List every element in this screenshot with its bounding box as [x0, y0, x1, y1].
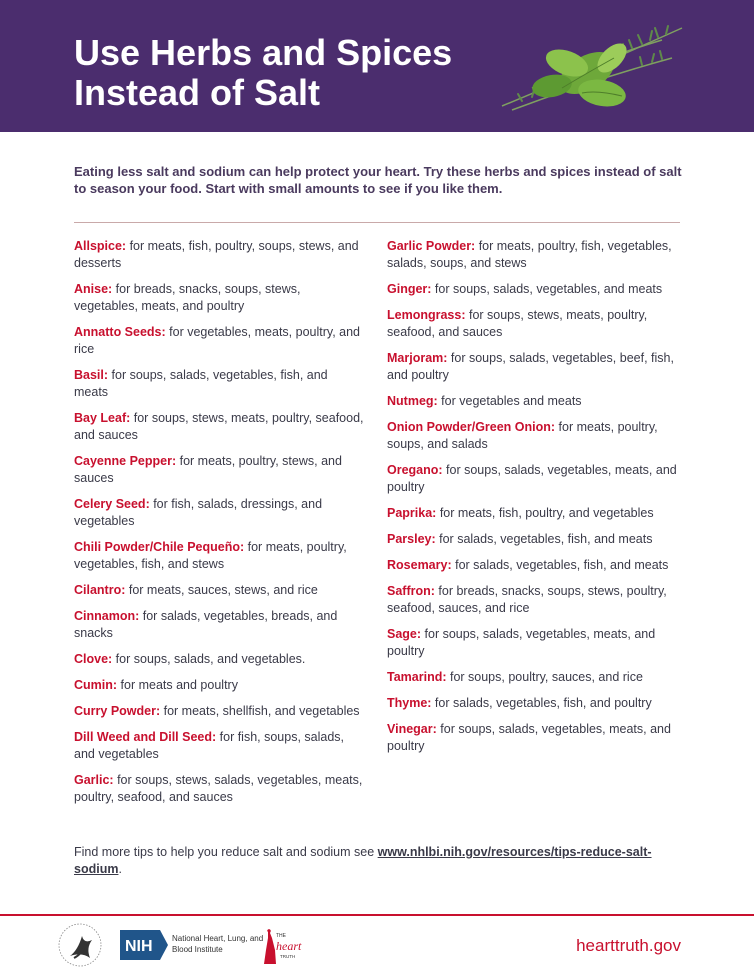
list-item: Celery Seed: for fish, salads, dressings, and vegetables	[74, 497, 323, 528]
list-item: Basil: for soups, salads, vegetables, fish, and meats	[74, 368, 328, 399]
nhlbi-resource-link[interactable]: www.nhlbi.nih.gov/resources/tips-reduce-salt-sodium	[74, 845, 652, 876]
list-item: Sage: for soups, salads, vegetables, meats, and poultry	[387, 627, 656, 658]
footer-tip-suffix: .	[118, 862, 122, 876]
heart-truth-logo-icon	[262, 928, 302, 966]
footer-tip	[74, 844, 674, 878]
list-item: Cumin: for meats and poultry	[74, 678, 238, 692]
list-item: Paprika: for meats, fish, poultry, and vegetables	[387, 506, 654, 520]
list-item: Curry Powder: for meats, shellfish, and vegetables	[74, 704, 360, 718]
list-item: Vinegar: for soups, salads, vegetables, meats, and poultry	[387, 722, 671, 753]
svg-text:NIH: NIH	[125, 938, 153, 955]
hearttruth-site-link[interactable]: hearttruth.gov	[576, 936, 681, 955]
divider-bottom	[0, 914, 754, 916]
list-item: Cinnamon: for salads, vegetables, breads, and snacks	[74, 609, 338, 640]
list-item: Garlic: for soups, stews, salads, vegetables, meats, poultry, seafood, and sauces	[74, 773, 363, 804]
page-title	[74, 33, 504, 113]
svg-text:heart: heart	[276, 939, 302, 953]
list-item: Garlic Powder: for meats, poultry, fish, vegetables, salads, soups, and stews	[387, 239, 672, 270]
list-item: Chili Powder/Chile Pequeño: for meats, poultry, vegetables, fish, and stews	[74, 540, 347, 571]
list-item: Rosemary: for salads, vegetables, fish, and meats	[387, 558, 669, 572]
list-item: Ginger: for soups, salads, vegetables, and meats	[387, 282, 663, 296]
hhs-seal-icon	[56, 922, 104, 968]
list-item: Saffron: for breads, snacks, soups, stews, poultry, seafood, sauces, and rice	[387, 584, 667, 615]
header-banner	[0, 0, 754, 132]
list-item: Marjoram: for soups, salads, vegetables, beef, fish, and poultry	[387, 351, 674, 382]
list-item: Anise: for breads, snacks, soups, stews, vegetables, meats, and poultry	[74, 282, 301, 313]
list-item: Tamarind: for soups, poultry, sauces, and rice	[387, 670, 643, 684]
svg-text:TRUTH: TRUTH	[280, 954, 296, 959]
list-item: Clove: for soups, salads, and vegetables.	[74, 652, 306, 666]
list-item: Nutmeg: for vegetables and meats	[387, 394, 582, 408]
nih-logo-icon	[120, 930, 168, 960]
nih-institute-name: National Heart, Lung, and Blood Institute	[172, 934, 264, 954]
herb-sprig-illustration	[492, 18, 692, 118]
list-item: Oregano: for soups, salads, vegetables, meats, and poultry	[387, 463, 677, 494]
list-item: Cilantro: for meats, sauces, stews, and rice	[74, 583, 318, 597]
list-item: Onion Powder/Green Onion: for meats, poultry, soups, and salads	[387, 420, 658, 451]
list-item: Cayenne Pepper: for meats, poultry, stews, and sauces	[74, 454, 342, 485]
title-line-2: Instead of Salt	[74, 72, 321, 113]
footer-tip-text: Find more tips to help you reduce salt and sodium see	[74, 845, 378, 859]
list-item: Allspice: for meats, fish, poultry, soups, stews, and desserts	[74, 239, 359, 270]
svg-text:THE: THE	[276, 933, 286, 939]
intro-paragraph: Eating less salt and sodium can help protect your heart. Try these herbs and spices instead of salt to season your food. Start with small amounts to see if you like them.	[74, 164, 682, 196]
herb-list-left	[74, 238, 364, 815]
herb-list-right	[387, 238, 687, 764]
list-item: Bay Leaf: for soups, stews, meats, poultry, seafood, and sauces	[74, 411, 364, 442]
list-item: Lemongrass: for soups, stews, meats, poultry, seafood, and sauces	[387, 308, 648, 339]
list-item: Thyme: for salads, vegetables, fish, and poultry	[387, 696, 652, 710]
list-item: Dill Weed and Dill Seed: for fish, soups, salads, and vegetables	[74, 730, 345, 761]
list-item: Annatto Seeds: for vegetables, meats, poultry, and rice	[74, 325, 361, 356]
sponsor-logos	[56, 922, 356, 970]
divider-top	[74, 222, 680, 223]
title-line-1: Use Herbs and Spices	[74, 32, 453, 73]
list-item: Parsley: for salads, vegetables, fish, and meats	[387, 532, 653, 546]
